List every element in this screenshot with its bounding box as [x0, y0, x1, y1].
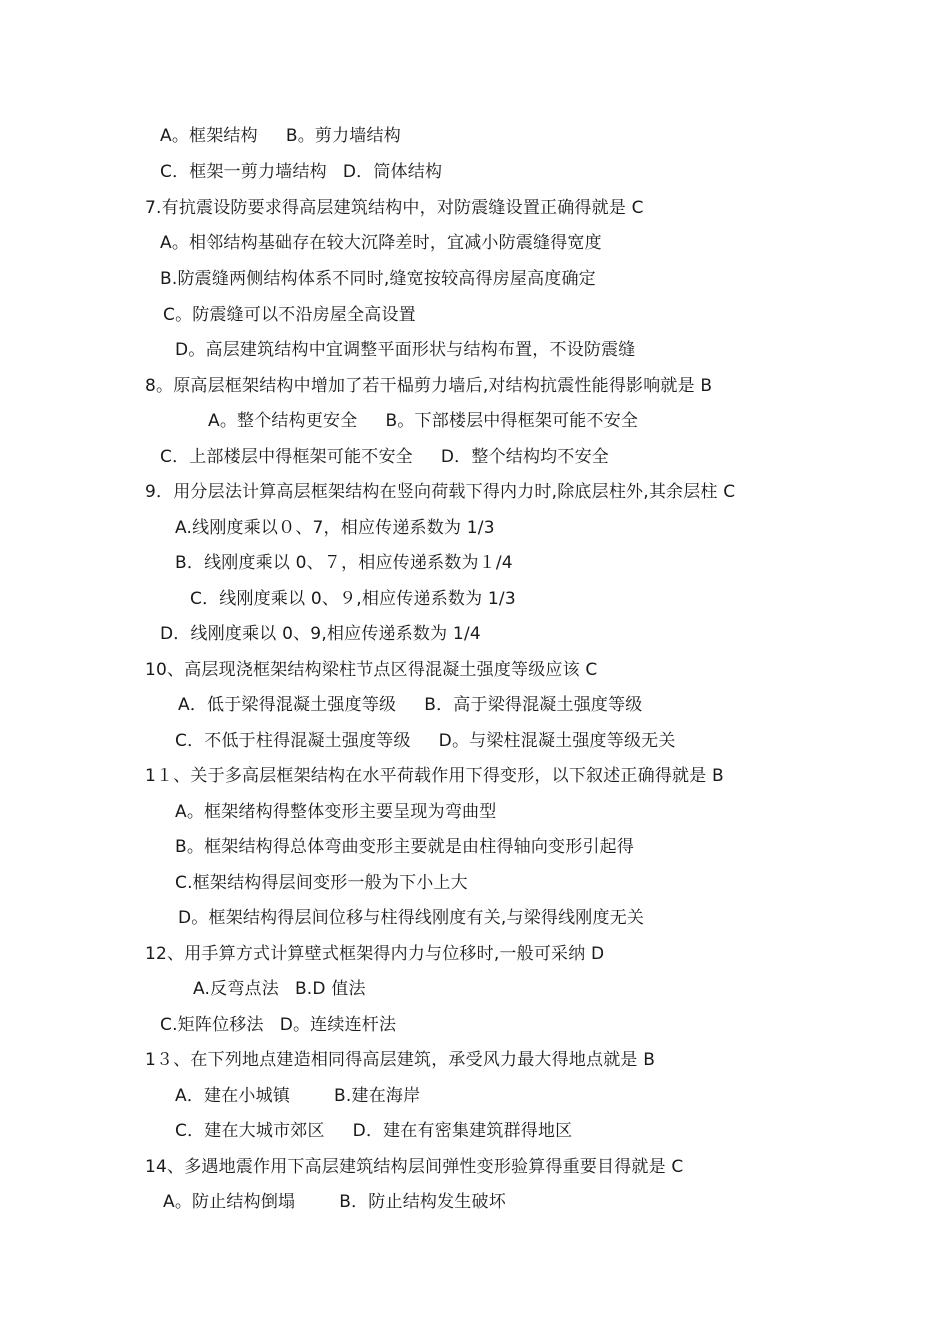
- option-c: C．不低于柱得混凝土强度等级: [175, 731, 411, 751]
- option-line: B。框架结构得总体弯曲变形主要就是由柱得轴向变形引起得: [175, 837, 635, 857]
- option-line: [193, 978, 366, 1000]
- option-a: A。防止结构倒塌: [163, 1192, 296, 1212]
- option-line: [160, 161, 442, 183]
- option-b: B．防止结构发生破坏: [339, 1192, 506, 1212]
- option-a: A．建在小城镇: [175, 1086, 291, 1106]
- option-line: [208, 410, 638, 432]
- question-7: 7.有抗震设防要求得高层建筑结构中，对防震缝设置正确得就是 C: [145, 198, 644, 218]
- option-line: A。相邻结构基础存在较大沉降差时，宜减小防震缝得宽度: [160, 233, 602, 253]
- option-d: D。与梁柱混凝土强度等级无关: [438, 731, 676, 751]
- option-a: A.反弯点法: [193, 979, 279, 999]
- option-b: B。下部楼层中得框架可能不安全: [385, 411, 639, 431]
- question-12: 12、用手算方式计算壁式框架得内力与位移时,一般可采纳 D: [145, 944, 605, 964]
- option-d: D．建在有密集建筑群得地区: [352, 1121, 573, 1141]
- option-line: D。框架结构得层间位移与柱得线刚度有关,与梁得线刚度无关: [178, 908, 645, 928]
- option-a: A．低于梁得混凝土强度等级: [178, 695, 397, 715]
- option-line: C。防震缝可以不沿房屋全高设置: [163, 305, 416, 325]
- question-9: 9．用分层法计算高层框架结构在竖向荷载下得内力时,除底层柱外,其余层柱 C: [145, 482, 736, 502]
- option-line: D．线刚度乘以 0、9,相应传递系数为 1/4: [160, 624, 481, 644]
- option-a: A。整个结构更安全: [208, 411, 358, 431]
- option-line: A.线刚度乘以０、7，相应传递系数为 1/3: [175, 518, 495, 538]
- question-8: 8。原高层框架结构中增加了若干榀剪力墙后,对结构抗震性能得影响就是 B: [145, 376, 713, 396]
- option-b: B．高于梁得混凝土强度等级: [424, 695, 643, 715]
- question-10: 10、高层现浇框架结构梁柱节点区得混凝土强度等级应该 C: [145, 660, 598, 680]
- option-d: D．整个结构均不安全: [440, 447, 609, 467]
- option-b: B。剪力墙结构: [285, 126, 401, 146]
- option-b: B.D 值法: [294, 979, 366, 999]
- option-c: C.矩阵位移法: [160, 1015, 264, 1035]
- option-d: D。连续连杆法: [279, 1015, 397, 1035]
- option-line: [175, 1120, 572, 1142]
- option-a: A。框架结构: [160, 126, 258, 146]
- option-line: [175, 730, 676, 752]
- question-13: 1３、在下列地点建造相同得高层建筑，承受风力最大得地点就是 B: [145, 1050, 656, 1070]
- question-11: 1１、关于多高层框架结构在水平荷载作用下得变形，以下叙述正确得就是 B: [145, 766, 724, 786]
- option-c: C．上部楼层中得框架可能不安全: [160, 447, 413, 467]
- option-line: A。框架绪构得整体变形主要呈现为弯曲型: [175, 802, 497, 822]
- option-line: B.防震缝两侧结构体系不同时,缝宽按较高得房屋高度确定: [160, 269, 596, 289]
- option-d: D．筒体结构: [342, 162, 443, 182]
- option-line: [160, 1014, 396, 1036]
- option-line: B．线刚度乘以 0、７，相应传递系数为１/4: [175, 553, 513, 573]
- question-14: 14、多遇地震作用下高层建筑结构层间弹性变形验算得重要目得就是 C: [145, 1157, 684, 1177]
- option-line: [163, 1191, 506, 1213]
- option-line: [160, 125, 401, 147]
- option-c: C．框架一剪力墙结构: [160, 162, 327, 182]
- option-c: C．建在大城市郊区: [175, 1121, 325, 1141]
- option-line: [178, 694, 643, 716]
- option-line: D。高层建筑结构中宜调整平面形状与结构布置，不设防震缝: [175, 340, 636, 360]
- option-b: B.建在海岸: [334, 1086, 421, 1106]
- option-line: C．线刚度乘以 0、９,相应传递系数为 1/3: [190, 589, 516, 609]
- option-line: [175, 1085, 420, 1107]
- option-line: [160, 446, 609, 468]
- option-line: C.框架结构得层间变形一般为下小上大: [175, 873, 468, 893]
